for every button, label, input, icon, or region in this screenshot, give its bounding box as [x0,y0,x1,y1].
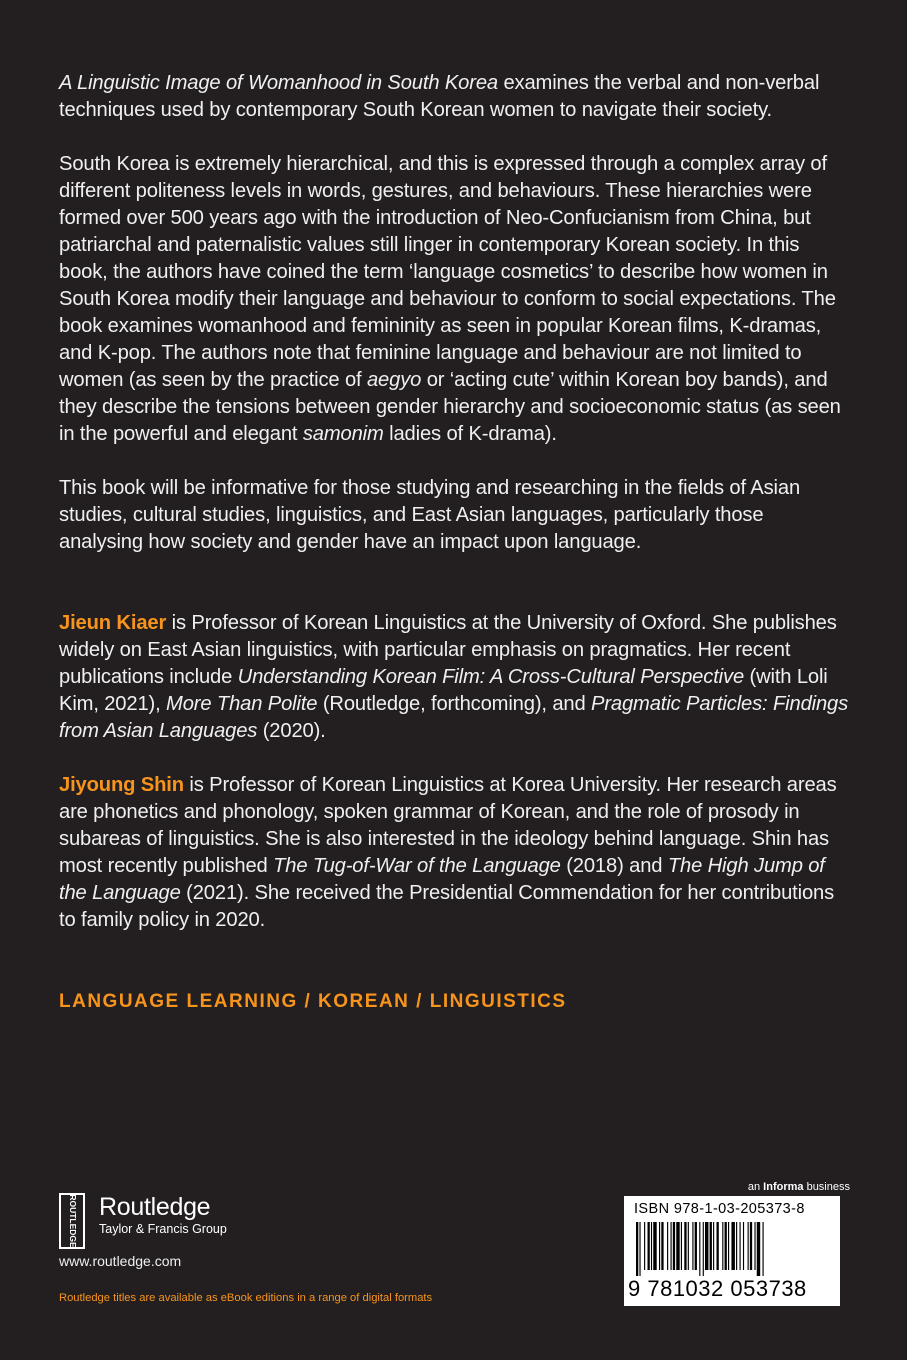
description-paragraph-2: South Korea is extremely hierarchical, and this is expressed through a complex array of different politeness levels in words, gestures, and behaviours. These hierarchies were formed over 500 years ago with the introduction of Neo-Confucianism from China, but patriarchal and paternalistic values still linger in contemporary Korean society. In this book, the authors have coined the term ‘language cosmetics’ to describe how women in South Korea modify their language and behaviour to conform to social expectations. The book examines womanhood and femininity as seen in popular Korean films, K-dramas, and K-pop. The authors note that feminine language and behaviour are not limited to women (as seen by the practice of aegyo or ‘acting cute’ within Korean boy bands), and they describe the tensions between gender hierarchy and socioeconomic status (as seen in the powerful and elegant samonim ladies of K-drama). [59,153,841,445]
barcode-bar [725,1222,727,1270]
barcode-bar [671,1222,672,1270]
barcode-bar [644,1222,645,1270]
barcode-bar [705,1222,708,1270]
barcode-bar [728,1222,729,1270]
author-bio-shin: Jiyoung Shin is Professor of Korean Linguistics at Korea University. Her research areas are phonetics and phonology, spoken grammar of Korean, and the role of prosody in subareas of linguistics. She is also interested in the ideology behind language. Shin has most recently published The Tug-of-War of the Language (2018) and The High Jump of the Language (2021). She received the Presidential Commendation for her contributions to family policy in 2020. [59,774,837,931]
isbn-label: ISBN 978-1-03-205373-8 [634,1201,805,1217]
barcode-icon [634,1222,830,1276]
barcode-bar [757,1222,760,1276]
book-title: A Linguistic Image of Womanhood in South Korea [59,72,498,94]
barcode-bar [661,1222,663,1270]
barcode-bar [722,1222,723,1270]
barcode-bar [667,1222,668,1270]
barcode-bar [743,1222,744,1270]
author-name: Jiyoung Shin [59,774,184,796]
svg-text:ROUTLEDGE: ROUTLEDGE [67,1194,78,1248]
subject-categories: LANGUAGE LEARNING / KOREAN / LINGUISTICS [59,991,567,1012]
barcode-bar [699,1222,700,1276]
barcode-bar [695,1222,697,1270]
barcode-bar [651,1222,652,1270]
barcode-bar [703,1222,704,1276]
barcode-bar [731,1222,734,1270]
barcode-bar [648,1222,650,1270]
barcode-bar [750,1222,752,1270]
barcode-bar [653,1222,656,1270]
barcode-bar [717,1222,719,1270]
informa-tag: an Informa business [747,1181,850,1193]
routledge-logo-icon [59,1193,85,1249]
barcode-bar [710,1222,712,1270]
barcode-bar [639,1222,640,1276]
description-paragraph-3: This book will be informative for those studying and researching in the fields of Asian studies, cultural studies, linguistics, and East Asian languages, particularly those analysing how society and gender have an impact upon language. [59,477,801,553]
author-bio-kiaer: Jieun Kiaer is Professor of Korean Linguistics at the University of Oxford. She publishes widely on East Asian linguistics, with particular emphasis on pragmatics. Her recent publications include Understanding Korean Film: A Cross-Cultural Perspective (with Loli Kim, 2021), More Than Polite (Routledge, forthcoming), and Pragmatic Particles: Findings from Asian Languages (2020). [59,612,849,742]
barcode-bar [684,1222,686,1270]
publisher-name: Routledge [99,1193,211,1221]
publisher-logo [59,1193,227,1249]
barcode-bar [659,1222,660,1270]
publisher-group: Taylor & Francis Group [99,1222,227,1236]
author-name: Jieun Kiaer [59,612,167,634]
back-cover-text [59,70,849,1015]
ebook-note: Routledge titles are available as eBook editions in a range of digital formats [59,1292,433,1304]
barcode-bar [692,1222,693,1270]
barcode-bar [763,1222,764,1276]
barcode-bar [688,1222,689,1270]
isbn-barcode [624,1196,840,1306]
barcode-bar [713,1222,714,1270]
barcode-bar [673,1222,675,1270]
barcode-bar [748,1222,749,1270]
barcode-bar [676,1222,679,1270]
description-paragraph-1: A Linguistic Image of Womanhood in South Korea examines the verbal and non-verbal techniques used by contemporary South Korean women to navigate their society. [59,72,820,121]
barcode-bar [736,1222,737,1270]
barcode-bar [636,1222,638,1276]
barcode-digits: 9 781032 053738 [628,1276,807,1301]
barcode-bar [740,1222,741,1270]
barcode-bar [681,1222,682,1270]
publisher-website: www.routledge.com [59,1253,182,1269]
barcode-bar [754,1222,755,1270]
